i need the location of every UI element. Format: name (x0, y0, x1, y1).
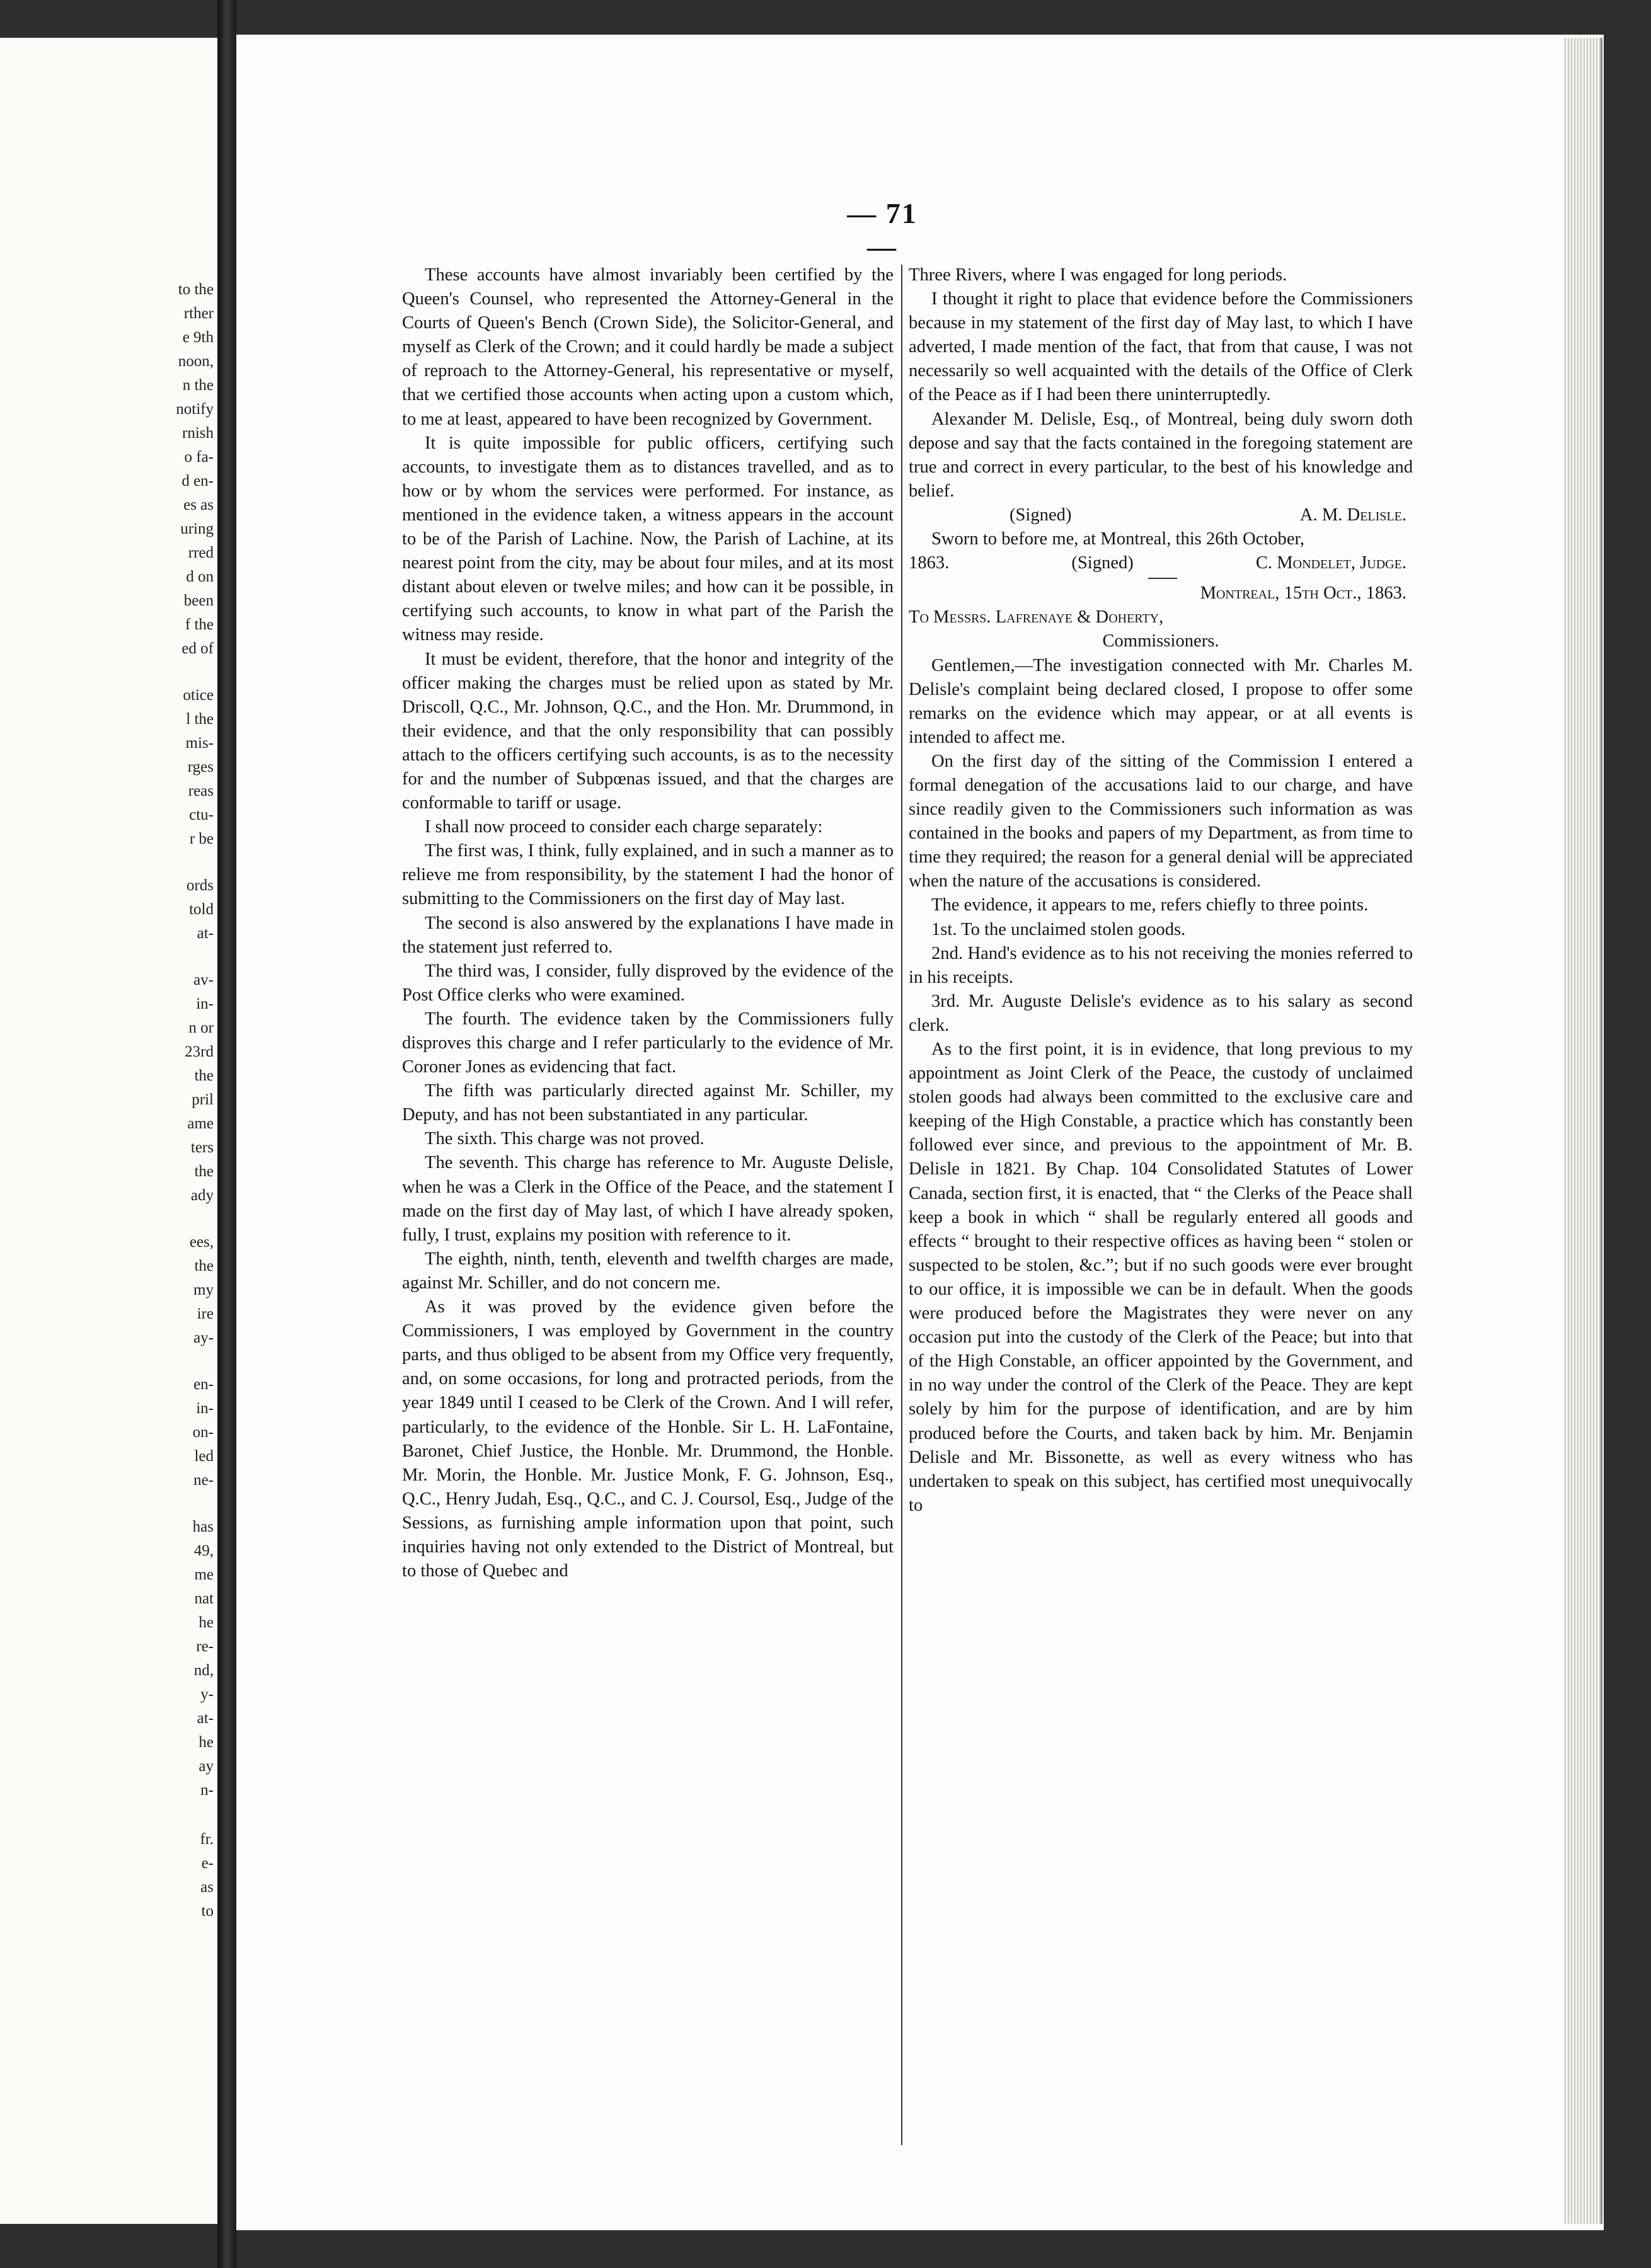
prev-page-fragment: has (192, 1518, 214, 1535)
left-paragraph: The fourth. The evidence taken by the Commissioners fully disproves this charge and I refer particularly to the evidence of Mr. Coroner Jones as evidencing that fact. (402, 1009, 894, 1077)
prev-page-fragment: ame (187, 1115, 214, 1132)
left-paragraph: The first was, I think, fully explained, and in such a manner as to relieve me from responsibility, by the statement I had the honor of submitting to the Commissioners on the first day of May last. (402, 841, 894, 909)
prev-page-fragment: told (189, 901, 214, 918)
previous-page-edge (0, 38, 217, 2224)
prev-page-fragment: rred (188, 544, 214, 561)
judge-signature-line (909, 551, 1413, 575)
prev-page-fragment: ay- (193, 1329, 214, 1346)
judge-name: C. Mondelet, Judge. (1255, 553, 1407, 573)
left-paragraph: The eighth, ninth, tenth, eleventh and twelfth charges are made, against Mr. Schiller, and do not concern me. (402, 1249, 894, 1293)
left-paragraph: It is quite impossible for public officers, certifying such accounts, to investigate them as to distances travelled, and as to how or by whom the services were performed. For instance, as mentioned in the evidence taken, a witness appears in the account to be of the Parish of Lachine. Now, the Parish of Lachine, at its nearest point from the city, may be about four miles, and at its most distant about eleven or twelve miles; and how can it be possible, in certifying such accounts, to know in what part of the Parish the witness may reside. (402, 433, 894, 645)
addressee-title: Commissioners. (1102, 631, 1219, 651)
prev-page-fragment: ed of (181, 640, 214, 657)
paragraph-evidence-placement: I thought it right to place that evidence before the Commissioners because in my statement of the first day of May last, to which I have adverted, I made mention of the fact, that from that cause, I was not necessarily so well acquainted with the details of the Office of Clerk of the Peace as if I had been there uninterruptedly. (909, 289, 1413, 405)
prev-page-fragment: rges (187, 759, 214, 776)
prev-page-fragment: rther (183, 305, 214, 322)
prev-page-fragment: on- (192, 1424, 214, 1441)
prev-page-fragment: e 9th (182, 329, 214, 346)
point-third: 3rd. Mr. Auguste Delisle's evidence as to his salary as second clerk. (909, 991, 1413, 1035)
prev-page-fragment: as (200, 1879, 214, 1896)
letter-dateline: Montreal, 15th Oct., 1863. (1200, 583, 1407, 604)
prev-page-fragment: 23rd (185, 1043, 214, 1060)
prev-page-fragment: otice (183, 687, 214, 704)
left-paragraph: As it was proved by the evidence given before the Commissioners, I was employed by Government in the country parts, and thus obliged to be absent from my Office very frequently, and, on some occasions, for long and protracted periods, from the year 1849 until I ceased to be Clerk of the Crown. And I will refer, particularly, to the evidence of the Honble. Sir L. H. LaFontaine, Baronet, Chief Justice, the Honble. Mr. Drummond, the Honble. Mr. Morin, the Honble. Mr. Justice Monk, F. G. Johnson, Esq., Q.C., Henry Judah, Esq., Q.C., and C. J. Coursol, Esq., Judge of the Sessions, as furnishing ample information upon that point, such inquiries having not only extended to the District of Montreal, but to those of Quebec and (402, 1297, 894, 1581)
left-paragraph: These accounts have almost invariably been certified by the Queen's Counsel, who represented the Attorney-General in the Courts of Queen's Bench (Crown Side), the Solicitor-General, and myself as Clerk of the Crown; and it could hardly be made a subject of reproach to the Attorney-General, his representative or myself, that we certified those accounts when acting upon a custom which, to me at least, appeared to have been recognized by Government. (402, 265, 894, 429)
paragraph-gentlemen: Gentlemen,—The investigation connected with Mr. Charles M. Delisle's complaint being declared closed, I propose to offer some remarks on the evidence which may appear, or at all events is intended to affect me. (909, 655, 1413, 747)
prev-page-fragment: the (194, 1067, 214, 1084)
prev-page-fragment: n the (182, 377, 214, 394)
sworn-statement: Sworn to before me, at Montreal, this 26th October, (931, 529, 1305, 549)
prev-page-fragment: he (198, 1614, 214, 1631)
prev-page-fragment: uring (180, 520, 214, 537)
left-paragraph: The seventh. This charge has reference to Mr. Auguste Delisle, when he was a Clerk in the Office of the Peace, and the statement I made on the first day of May last, of which I have already spoken, fully, I trust, explains my position with reference to it. (402, 1153, 894, 1245)
prev-page-fragment: l the (186, 711, 214, 728)
prev-page-fragment: ady (190, 1187, 214, 1204)
affidavit-paragraph: Alexander M. Delisle, Esq., of Montreal, being duly sworn doth depose and say that the facts contained in the foregoing statement are true and correct in every particular, to the best of his knowledge and belief. (909, 409, 1413, 501)
prev-page-fragment: the (194, 1163, 214, 1180)
left-paragraph: The fifth was particularly directed against Mr. Schiller, my Deputy, and has not been substantiated in any particular. (402, 1081, 894, 1125)
prev-page-fragment: o fa- (184, 449, 214, 466)
paragraph-first-point: As to the first point, it is in evidence, that long previous to my appointment as Joint Clerk of the Peace, the custody of unclaimed stolen goods had always been committed to the exclusive care and keeping of the High Constable, a practice which has constantly been followed ever since, and previous to the appointment of Mr. B. Delisle in 1821. By Chap. 104 Consolidated Statutes of Lower Canada, section first, it is enacted, that “ the Clerks of the Peace shall keep a book in which “ shall be regularly entered all goods and effects “ brought to their respective offices as having been “ stolen or suspected to be stolen, &c.”; but if no such goods were ever brought to our office, it is impossible we can be in default. When the goods were produced before the Magistrates they were never on any occasion put into the custody of the Clerk of the Peace; but into that of the High Constable, an officer appointed by the Government, and in no way under the control of the Clerk of the Peace. They are kept solely by him for the purpose of identification, and are by him produced before the Courts, and taken back by him. Mr. Benjamin Delisle and Mr. Bissonette, as well as every witness who has undertaken to speak on this subject, has certified most unequivocally to (909, 1040, 1413, 1515)
signature-line (909, 503, 1413, 527)
book-spine (217, 0, 236, 2268)
continuation-paragraph: Three Rivers, where I was engaged for long periods. (909, 265, 1287, 285)
prev-page-fragment: to the (178, 281, 214, 298)
prev-page-fragment: reas (188, 782, 214, 799)
prev-page-fragment: ne- (193, 1472, 214, 1489)
prev-page-fragment: notify (176, 401, 214, 418)
left-paragraph: The third was, I consider, fully disproved by the evidence of the Post Office clerks who were examined. (402, 961, 894, 1005)
prev-page-fragment: e- (201, 1855, 214, 1872)
prev-page-fragment: en- (193, 1376, 214, 1393)
prev-page-fragment: pril (192, 1091, 214, 1108)
separator-rule (1148, 578, 1177, 579)
prev-page-fragment: at- (197, 1710, 214, 1727)
prev-page-fragment: fr. (200, 1831, 214, 1848)
signed-label: (Signed) (1010, 505, 1072, 525)
prev-page-fragment: mis- (185, 735, 214, 752)
prev-page-fragment: led (194, 1448, 214, 1465)
prev-page-fragment: n- (200, 1782, 214, 1799)
prev-page-fragment: ctu- (189, 806, 214, 823)
left-paragraph: The second is also answered by the explanations I have made in the statement just referred to. (402, 913, 894, 957)
prev-page-fragment: rnish (182, 425, 214, 442)
left-paragraph: I shall now proceed to consider each charge separately: (425, 817, 823, 837)
prev-page-fragment: r be (189, 830, 214, 847)
prev-page-fragment: to (201, 1903, 214, 1920)
prev-page-fragment: es as (183, 496, 214, 513)
prev-page-fragment: in- (196, 1400, 214, 1417)
prev-page-fragment: in- (196, 995, 214, 1012)
prev-page-fragment: nat (194, 1590, 214, 1607)
page-stack-edge (1563, 38, 1602, 2224)
page-number: — 71 — (847, 197, 918, 263)
prev-page-fragment: at- (197, 925, 214, 942)
column-divider (901, 265, 902, 2145)
prev-page-fragment: my (193, 1281, 214, 1298)
prev-page-fragment: been (183, 592, 214, 609)
prev-page-fragment: re- (196, 1638, 214, 1655)
signatory-name: A. M. Delisle. (1299, 505, 1407, 525)
prev-page-fragment: y- (200, 1686, 214, 1703)
prev-page-fragment: d en- (181, 472, 214, 490)
prev-page-fragment: the (194, 1257, 214, 1274)
point-first: 1st. To the unclaimed stolen goods. (931, 919, 1186, 939)
left-column (402, 263, 894, 1583)
prev-page-fragment: 49, (193, 1542, 214, 1559)
prev-page-fragment: f the (185, 616, 214, 633)
prev-page-fragment: ay (198, 1758, 214, 1775)
prev-page-fragment: he (198, 1734, 214, 1751)
prev-page-fragment: ords (186, 877, 214, 894)
signed-label: (Signed) (1071, 553, 1134, 573)
point-second: 2nd. Hand's evidence as to his not receiving the monies referred to in his receipts. (909, 943, 1413, 987)
letter-addressee: To Messrs. Lafrenaye & Doherty, (909, 607, 1164, 627)
right-column (909, 263, 1413, 1518)
left-paragraph: The sixth. This charge was not proved. (425, 1129, 705, 1149)
prev-page-fragment: me (194, 1566, 214, 1583)
prev-page-fragment: ire (197, 1305, 214, 1322)
prev-page-fragment: n or (188, 1019, 214, 1036)
prev-page-fragment: nd, (193, 1662, 214, 1679)
paragraph-first-day: On the first day of the sitting of the Commission I entered a formal denegation of the accusations laid to our charge, and have since readily given to the Commissioners such information as was contained in the books and papers of my Department, as from time to time they required; the reason for a general denial will be appreciated when the nature of the accusations is considered. (909, 751, 1413, 891)
prev-page-fragment: noon, (178, 353, 214, 370)
sworn-year: 1863. (909, 553, 950, 573)
prev-page-fragment: av- (193, 971, 214, 988)
paragraph-three-points: The evidence, it appears to me, refers chiefly to three points. (931, 895, 1369, 915)
prev-page-fragment: ters (190, 1139, 214, 1156)
prev-page-fragment: d on (186, 568, 214, 585)
left-paragraph: It must be evident, therefore, that the honor and integrity of the officer making the charges must be relied upon as stated by Mr. Driscoll, Q.C., Mr. Johnson, Q.C., and the Hon. Mr. Drummond, in their evidence, and that the only responsibility that can possibly attach to the officers certifying such accounts, is as to the necessity for and the number of Subpœnas issued, and that the charges are conformable to tariff or usage. (402, 649, 894, 813)
prev-page-fragment: ees, (189, 1234, 214, 1251)
